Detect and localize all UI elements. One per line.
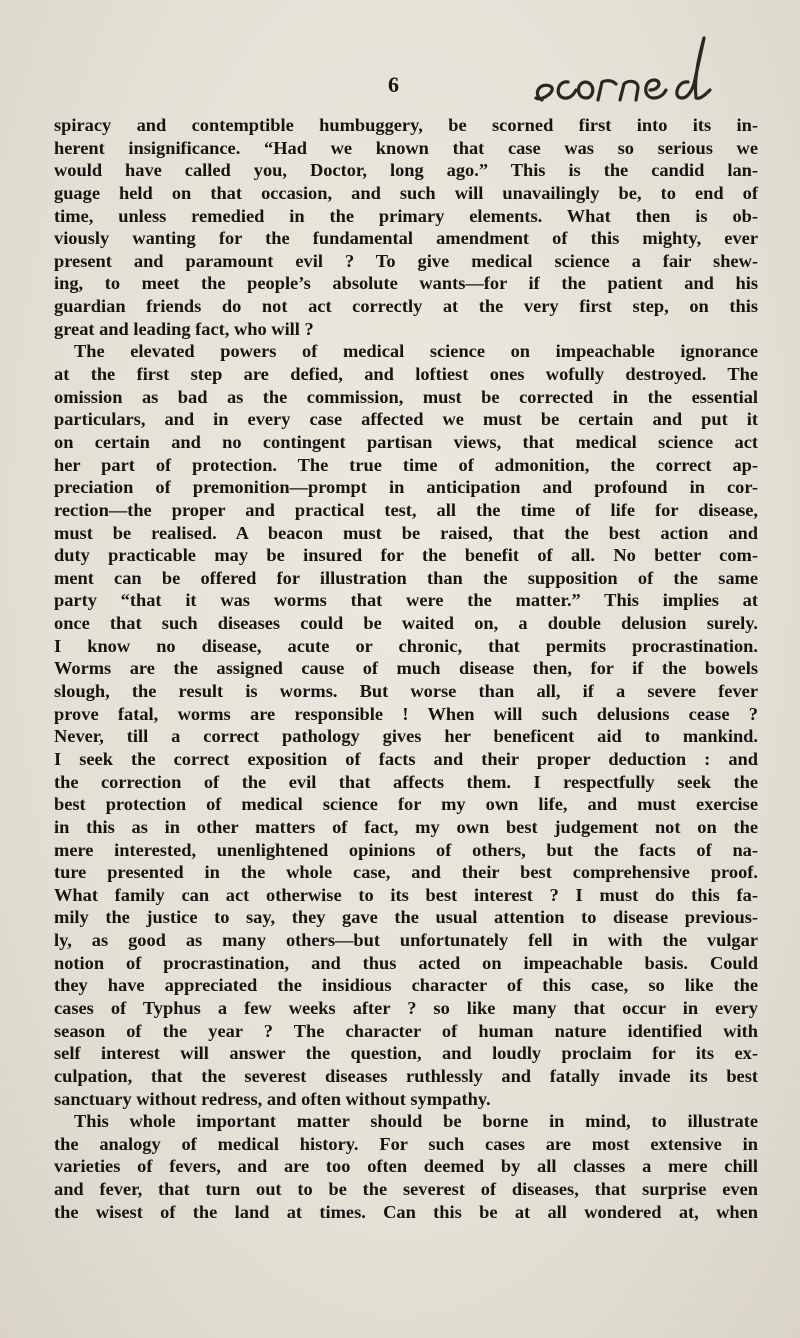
text-line: must be realised. A beacon must be raised, that the best action and (54, 522, 758, 543)
text-line: duty practicable may be insured for the benefit of all. No better com- (54, 545, 758, 566)
text-line: time, unless remedied in the primary elements. What then is ob- (54, 205, 758, 226)
text-line: omission as bad as the commission, must be corrected in the essential (54, 386, 758, 407)
text-line: spiracy and contemptible humbuggery, be scorned first into its in- (54, 115, 758, 135)
text-line: and fever, that turn out to be the severest of diseases, that surprise even (54, 1179, 758, 1200)
text-line: mily the justice to say, they gave the usual attention to disease previous- (54, 907, 758, 928)
text-line: sanctuary without redress, and often without sympathy. (54, 1088, 491, 1109)
text-line: her part of protection. The true time of admonition, the correct ap- (54, 454, 758, 475)
page-number: 6 (388, 72, 399, 97)
text-line: the analogy of medical history. For such cases are most extensive in (54, 1133, 758, 1154)
text-line: preciation of premonition—prompt in anticipation and profound in cor- (54, 477, 758, 498)
text-line: I seek the correct exposition of facts and their proper deduction : and (54, 748, 758, 769)
text-line: present and paramount evil ? To give medical science a fair shew- (54, 250, 758, 271)
text-line: cases of Typhus a few weeks after ? so like many that occur in every (54, 997, 758, 1018)
text-line: on certain and no contingent partisan views, that medical science act (54, 431, 758, 452)
text-line: prove fatal, worms are responsible ! When will such delusions cease ? (54, 703, 758, 724)
text-line: ly, as good as many others—but unfortunately fell in with the vulgar (54, 930, 758, 951)
text-line: the wisest of the land at times. Can this be at all wondered at, when (54, 1201, 758, 1222)
text-line: the correction of the evil that affects them. I respectfully seek the (54, 771, 758, 792)
text-line: ture presented in the whole case, and their best comprehensive proof. (54, 862, 758, 883)
text-line: What family can act otherwise to its best interest ? I must do this fa- (54, 884, 758, 905)
text-line: great and leading fact, who will ? (54, 318, 314, 339)
text-line: slough, the result is worms. But worse than all, if a severe fever (54, 681, 758, 702)
text-line: party “that it was worms that were the matter.” This implies at (54, 590, 758, 611)
text-line: season of the year ? The character of human nature identified with (54, 1020, 758, 1041)
text-line: once that such diseases could be waited on, a double delusion surely. (54, 613, 758, 634)
text-line: guage held on that occasion, and such will unavailingly be, to end of (54, 182, 758, 203)
text-line: at the first step are defied, and loftiest ones wofully destroyed. The (54, 364, 758, 385)
text-line: would have called you, Doctor, long ago.” This is the candid lan- (54, 160, 758, 181)
text-line: culpation, that the severest diseases ruthlessly and fatally invade its best (54, 1065, 758, 1086)
text-line: Worms are the assigned cause of much disease then, for if the bowels (54, 658, 758, 679)
handwritten-scorned-mark (528, 20, 728, 110)
text-line: rection—the proper and practical test, all the time of life for disease, (54, 499, 758, 520)
text-line: notion of procrastination, and thus acted on impeachable basis. Could (54, 952, 758, 973)
text-line: guardian friends do not act correctly at the very first step, on this (54, 296, 758, 317)
text-line: particulars, and in every case affected we must be certain and put it (54, 409, 758, 430)
text-line: varieties of fevers, and are too often deemed by all classes a mere chill (54, 1156, 758, 1177)
text-line: herent insignificance. “Had we known that case was so serious we (54, 137, 758, 158)
text-line: This whole important matter should be borne in mind, to illustrate (74, 1111, 758, 1132)
text-line: in this as in other matters of fact, my own best judgement not on the (54, 816, 758, 837)
text-line: viously wanting for the fundamental amendment of this mighty, ever (54, 228, 758, 249)
body-text (54, 114, 758, 1223)
handwritten-annotation (528, 20, 728, 110)
text-line: The elevated powers of medical science on impeachable ignorance (74, 341, 758, 362)
text-line: self interest will answer the question, and loudly proclaim for its ex- (54, 1043, 758, 1064)
text-line: they have appreciated the insidious character of this case, so like the (54, 975, 758, 996)
text-line: ment can be offered for illustration than the supposition of the same (54, 567, 758, 588)
text-line: mere interested, unenlightened opinions of others, but the facts of na- (54, 839, 758, 860)
text-line: Never, till a correct pathology gives her beneficent aid to mankind. (54, 726, 758, 747)
text-line: I know no disease, acute or chronic, that permits procrastination. (54, 635, 758, 656)
text-line: best protection of medical science for my own life, and must exercise (54, 794, 758, 815)
text-line: ing, to meet the people’s absolute wants—for if the patient and his (54, 273, 758, 294)
